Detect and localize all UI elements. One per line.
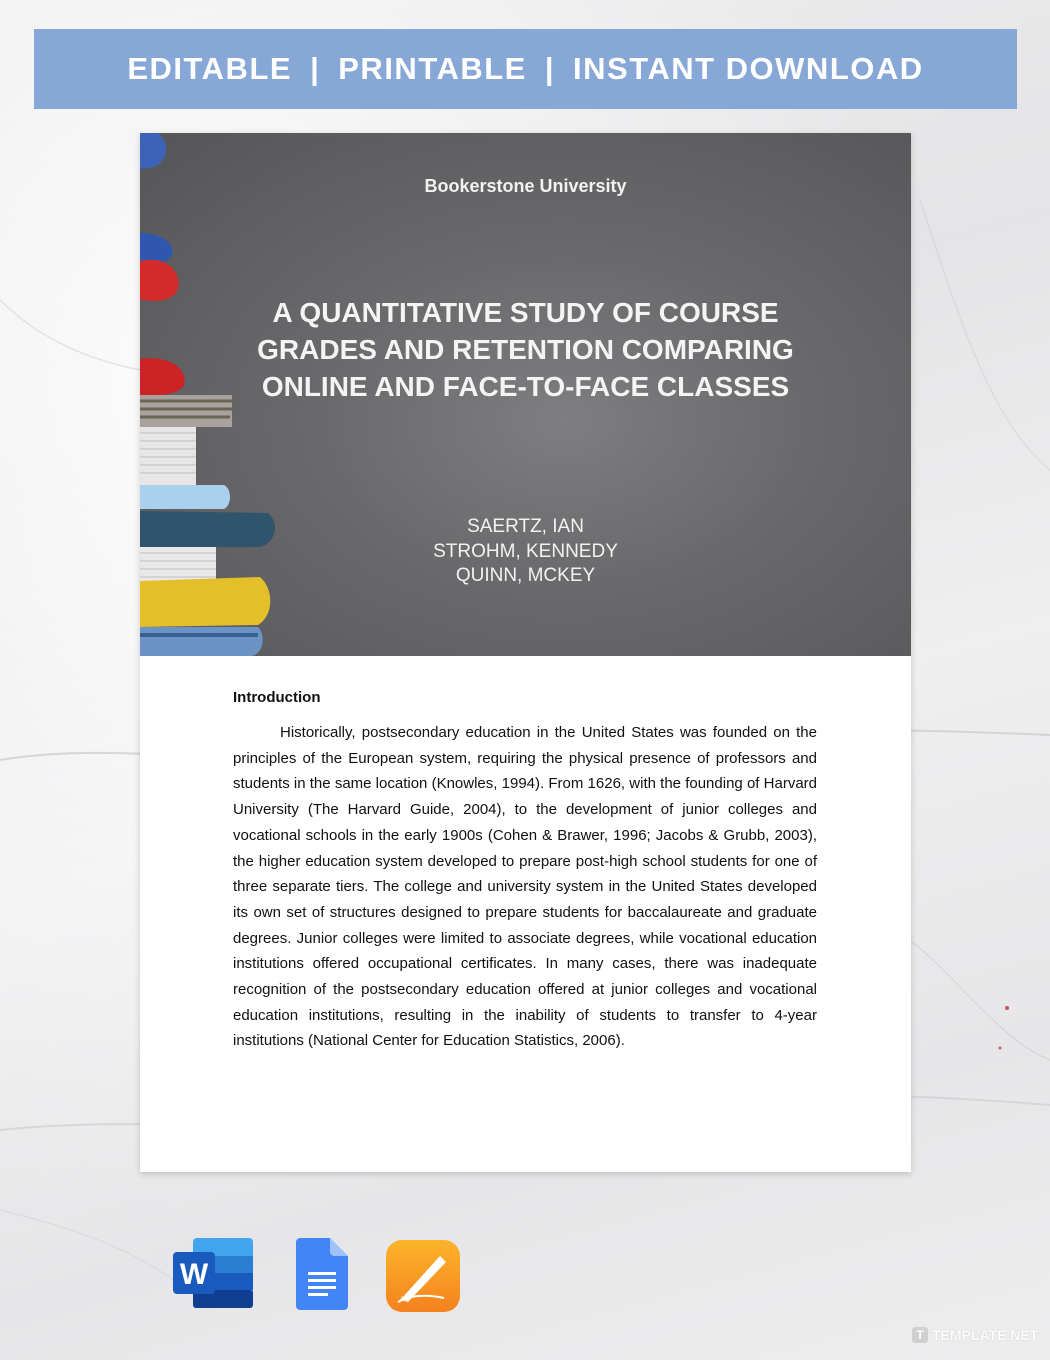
template-net-watermark [912, 1327, 1038, 1343]
author-name: SAERTZ, IAN [467, 516, 584, 537]
feature-banner [34, 29, 1017, 109]
title-line: ONLINE AND FACE-TO-FACE CLASSES [261, 371, 790, 402]
word-letter: W [179, 1258, 209, 1291]
university-name: Bookerstone University [424, 176, 627, 196]
title-line: GRADES AND RETENTION COMPARING [257, 334, 794, 365]
google-docs-icon[interactable] [296, 1238, 348, 1310]
document-preview [140, 133, 911, 1172]
banner-item-editable: EDITABLE [127, 51, 293, 86]
document-body [233, 689, 817, 1054]
banner-separator: | [310, 51, 321, 86]
template-net-logo-icon: T [912, 1327, 928, 1343]
banner-separator: | [544, 51, 556, 86]
author-name: STROHM, KENNEDY [433, 540, 618, 562]
pages-icon[interactable] [386, 1240, 460, 1312]
cover-section [140, 133, 911, 656]
banner-item-printable: PRINTABLE [338, 51, 527, 86]
banner-item-instant-download: INSTANT DOWNLOAD [573, 51, 924, 86]
section-heading: Introduction [233, 689, 321, 706]
introduction-paragraph: Historically, postsecondary education in the United States was founded on the principles of the European system, requiring the physical presence of professors and students in the same location (Knowles, 1994). From 1626, with the founding of Harvard University (The Harvard Guide, 2004), to the development of junior colleges and vocational schools in the early 1900s (Cohen & Brawer, 1996; Jacobs & Grubb, 2003), the higher education system developed to prepare post-high school students for one of three separate tiers. The college and university system in the United States developed its own set of structures designed to prepare students for baccalaureate and graduate degrees. Junior colleges were limited to associate degrees, while vocational education institutions offered occupational certificates. In many cases, there was inadequate recognition of the postsecondary education offered at junior colleges and vocational education institutions, resulting in the inability of students to transfer to 4-year institutions (National Center for Education Statistics, 2006). [233, 724, 817, 1050]
document-title [220, 294, 831, 405]
title-line: A QUANTITATIVE STUDY OF COURSE [272, 297, 779, 328]
author-name: QUINN, MCKEY [455, 565, 596, 586]
word-icon[interactable] [173, 1238, 255, 1310]
watermark-text: TEMPLATE.NET [932, 1327, 1039, 1343]
author-list [140, 515, 911, 589]
